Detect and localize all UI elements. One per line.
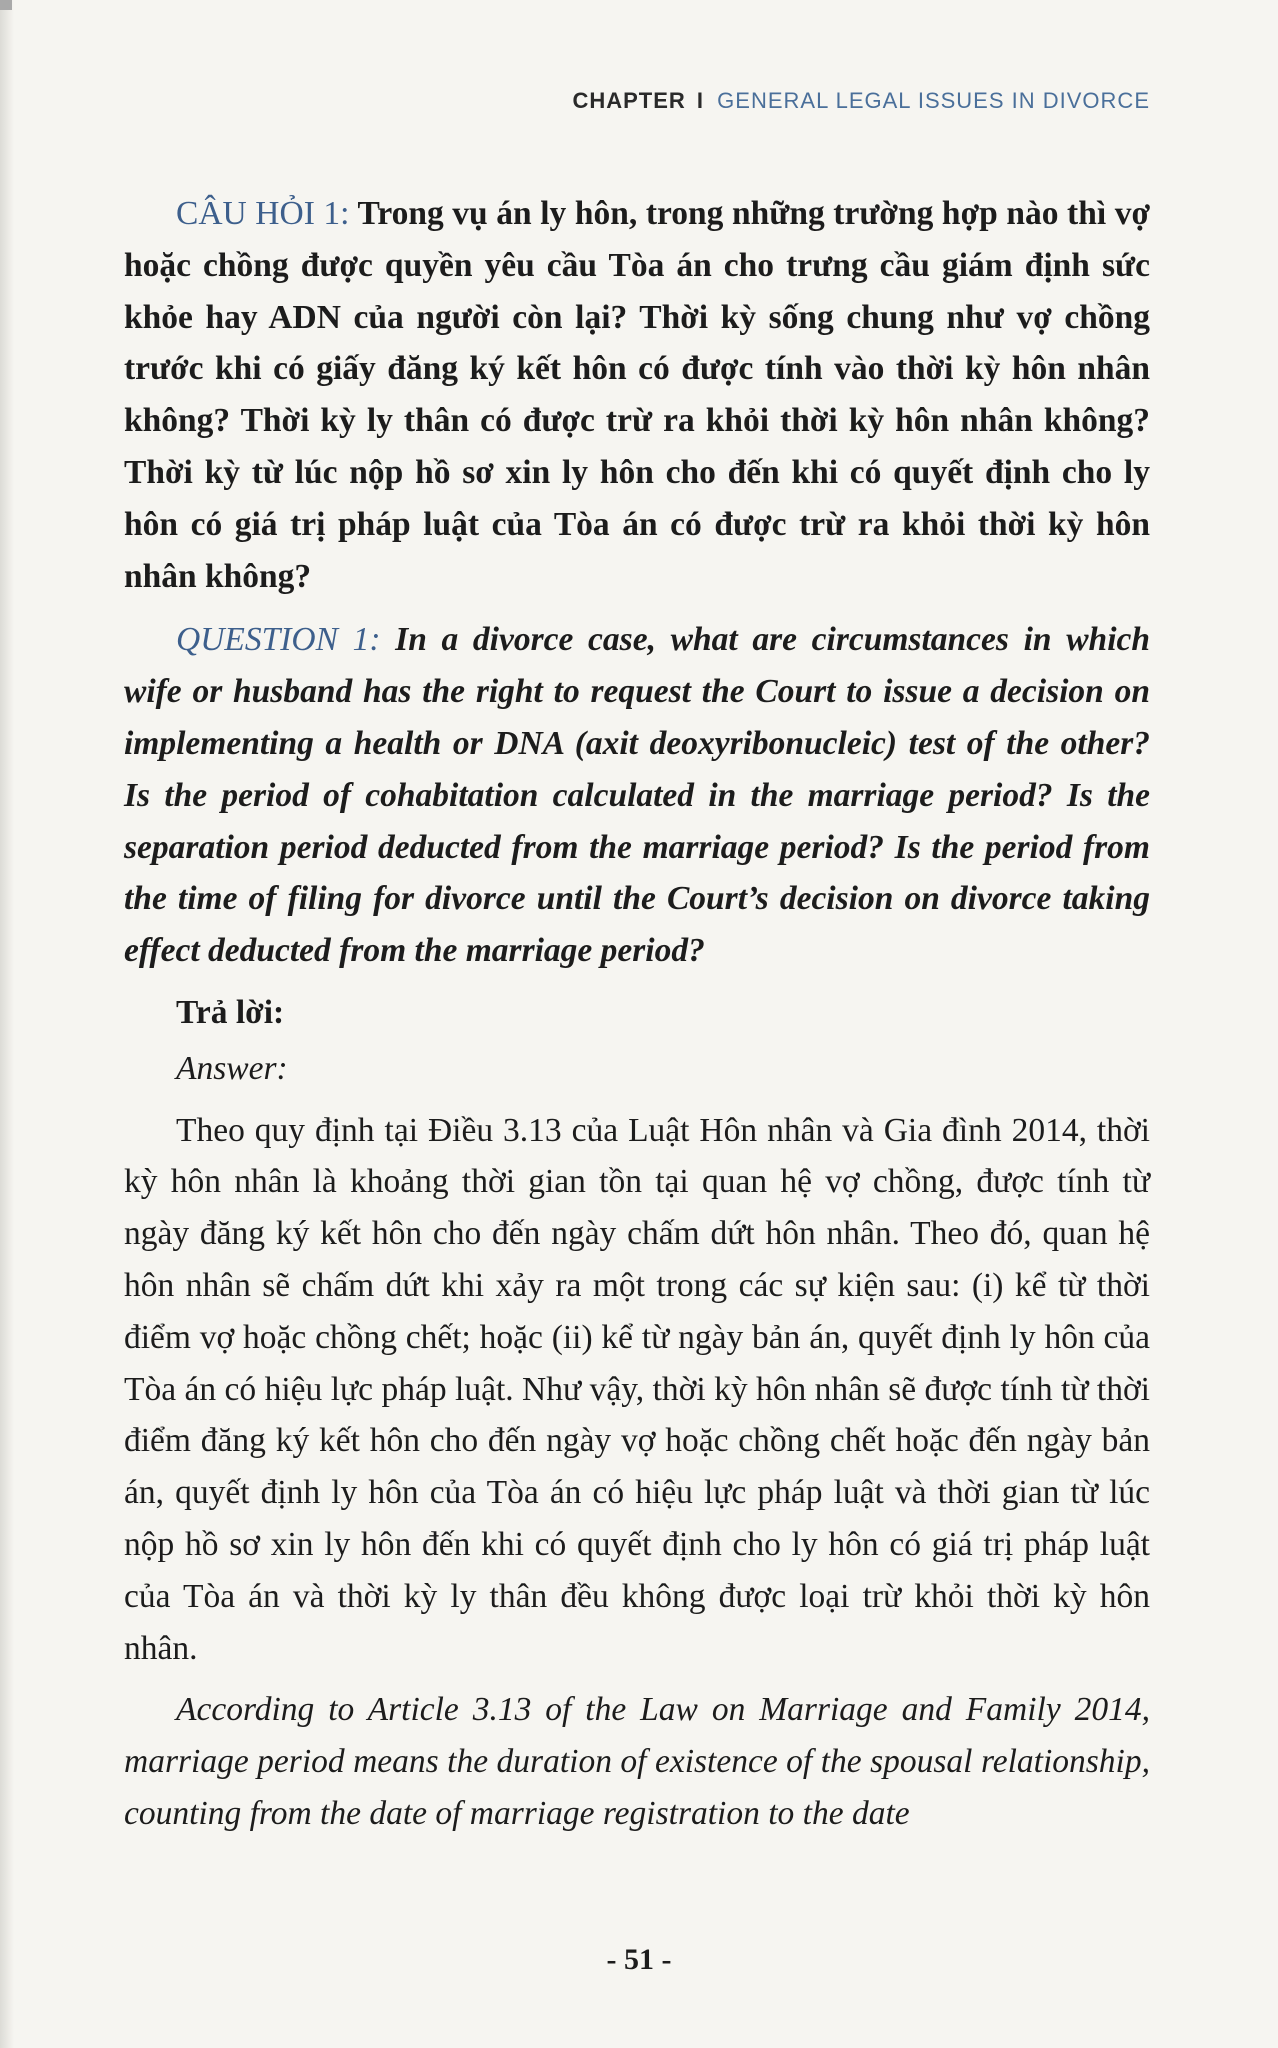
question-vi: [124, 188, 1150, 602]
page-number: - 51 -: [606, 1943, 672, 1976]
header-chapter: CHAPTER: [572, 88, 686, 113]
body-text: [124, 188, 1150, 1840]
answer-label-vi: Trả lời:: [176, 993, 285, 1031]
header-title: GENERAL LEGAL ISSUES IN DIVORCE: [717, 88, 1150, 113]
header-separator: I: [696, 88, 705, 113]
question-en-label: QUESTION 1:: [176, 621, 381, 659]
answer-paragraph-vi: Theo quy định tại Điều 3.13 của Luật Hôn nhân và Gia đình 2014, thời kỳ hôn nhân là khoảng thời gian tồn tại quan hệ vợ chồng, được tính từ ngày đăng ký kết hôn cho đến ngày chấm dứt hôn nhân. Theo đó, quan hệ hôn nhân sẽ chấm dứt khi xảy ra một trong các sự kiện sau: (i) kể từ thời điểm vợ hoặc chồng chết; hoặc (ii) kể từ ngày bản án, quyết định ly hôn của Tòa án có hiệu lực pháp luật. Như vậy, thời kỳ hôn nhân sẽ được tính từ thời điểm đăng ký kết hôn cho đến ngày vợ hoặc chồng chết hoặc đến ngày bản án, quyết định ly hôn của Tòa án có hiệu lực pháp luật và thời gian từ lúc nộp hồ sơ xin ly hôn đến khi có quyết định cho ly hôn có giá trị pháp luật của Tòa án và thời kỳ ly thân đều không được loại trừ khỏi thời kỳ hôn nhân.: [124, 1111, 1150, 1667]
question-vi-text: Trong vụ án ly hôn, trong những trường hợp nào thì vợ hoặc chồng được quyền yêu cầu Tòa án cho trưng cầu giám định sức khỏe hay ADN của người còn lại? Thời kỳ sống chung như vợ chồng trước khi có giấy đăng ký kết hôn có được tính vào thời kỳ hôn nhân không? Thời kỳ ly thân có được trừ ra khỏi thời kỳ hôn nhân không? Thời kỳ từ lúc nộp hồ sơ xin ly hôn cho đến khi có quyết định cho ly hôn có giá trị pháp luật của Tòa án có được trừ ra khỏi thời kỳ hôn nhân không?: [124, 195, 1151, 595]
question-en: [124, 614, 1150, 977]
answer-paragraph-en: According to Article 3.13 of the Law on Marriage and Family 2014, marriage period means the duration of existence of the spousal relationship, counting from the date of marriage registration to the date: [124, 1691, 1150, 1832]
question-en-text: In a divorce case, what are circumstances in which wife or husband has the right to request the Court to issue a decision on implementing a health or DNA (axit deoxyribonucleic) test of the other? Is the period of cohabitation calculated in the marriage period? Is the separation period deducted from the marriage period? Is the period from the time of filing for divorce until the Court’s decision on divorce taking effect deducted from the marriage period?: [124, 621, 1150, 970]
page-edge-shadow: [0, 0, 14, 2048]
question-vi-label: CÂU HỎI 1:: [176, 195, 350, 232]
scan-corner-mark: [0, 0, 12, 10]
answer-label-en: Answer:: [176, 1049, 288, 1087]
running-header: [572, 88, 1150, 114]
